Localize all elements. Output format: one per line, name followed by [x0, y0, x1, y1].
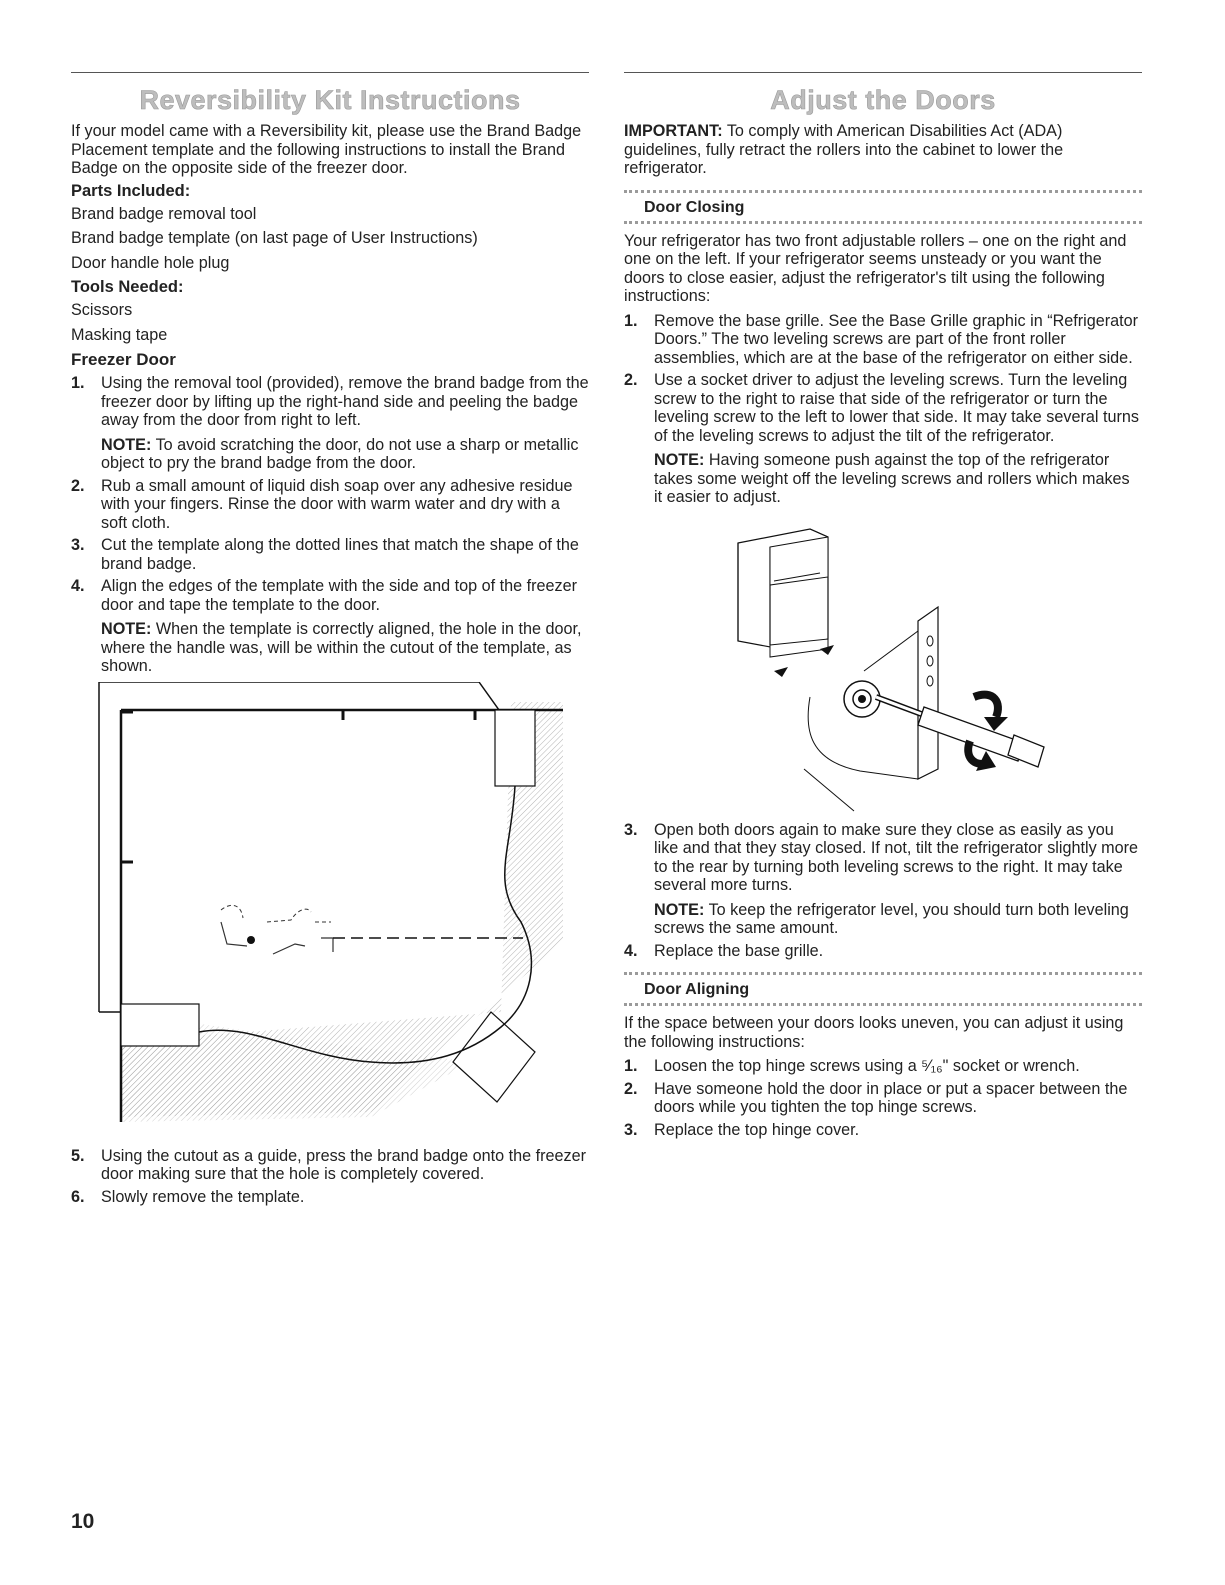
part-item: Brand badge removal tool — [71, 204, 257, 223]
roller-adjustment-illustration — [624, 521, 1142, 821]
step-item — [71, 374, 589, 473]
door-closing-heading: Door Closing — [624, 190, 1142, 224]
freezer-steps — [71, 374, 589, 676]
closing-steps-after — [624, 821, 1142, 961]
step-number: 1. — [71, 374, 85, 392]
step-text: Remove the base grille. See the Base Grille graphic in “Refrigerator Doors.” The two leveling screws are part of the front roller assemblies, which are at the base of the refrigerator on either side. — [654, 311, 1139, 367]
section-title: Reversibility Kit Instructions — [139, 85, 521, 115]
right-column — [624, 72, 1142, 1143]
step-text: Align the edges of the template with the side and top of the freezer door and tape the template to the door. — [101, 577, 578, 614]
important-paragraph — [624, 122, 1142, 178]
aligning-steps — [624, 1057, 1142, 1139]
step-note — [654, 901, 1142, 938]
note-text: When the template is correctly aligned, the hole in the door, where the handle was, will be within the cutout of the template, as shown. — [101, 620, 582, 675]
freezer-heading: Freezer Door — [71, 350, 176, 369]
step-item — [71, 577, 589, 676]
step-number: 2. — [624, 1079, 638, 1098]
page-number: 10 — [71, 1510, 95, 1533]
note-label: NOTE: — [101, 620, 152, 638]
step-note — [654, 451, 1142, 507]
step-note — [101, 620, 589, 676]
step-item — [71, 536, 589, 573]
step-text: Use a socket driver to adjust the leveling screws. Turn the leveling screw to the right to raise that side of the refrigerator or turn the leveling screw to the left to lower that side. It may take several turns of the leveling screws to adjust the tilt of the refrigerator. — [654, 371, 1139, 445]
note-label: NOTE: — [654, 451, 705, 469]
aligning-intro: If the space between your doors looks uneven, you can adjust it using the following instructions: — [624, 1014, 1124, 1051]
step-item — [624, 1121, 1142, 1140]
template-illustration — [71, 682, 589, 1147]
important-text: To comply with American Disabilities Act (ADA) guidelines, fully retract the rollers into the cabinet to lower the refrigerator. — [624, 122, 1064, 177]
closing-intro: Your refrigerator has two front adjustable rollers – one on the right and one on the left. If your refrigerator seems unsteady or you want the doors to close easier, adjust the refrigerator's tilt using the following instructions: — [624, 231, 1127, 305]
template-drawing — [71, 682, 589, 1147]
step-item — [624, 821, 1142, 938]
step-item — [624, 371, 1142, 507]
step-text: Using the removal tool (provided), remove the brand badge from the freezer door by lifting up the right-hand side and peeling the badge away from the door from right to left. — [101, 374, 589, 429]
step-text: Have someone hold the door in place or put a spacer between the doors while you tighten the top hinge screws. — [654, 1079, 1128, 1116]
section-title: Adjust the Doors — [770, 85, 996, 115]
step-number: 2. — [71, 476, 85, 495]
parts-heading: Parts Included: — [71, 181, 191, 200]
step-number: 6. — [71, 1187, 85, 1206]
important-label: IMPORTANT: — [624, 122, 723, 140]
step-text: Using the cutout as a guide, press the brand badge onto the freezer door making sure that the hole is completely covered. — [101, 1146, 587, 1183]
freezer-steps-after — [71, 1147, 589, 1207]
step-text: Open both doors again to make sure they close as easily as you like and that they stay closed. If not, tilt the refrigerator slightly more to the rear by turning both leveling screws to the right. It may take several more turns. — [654, 820, 1139, 894]
step-number: 3. — [71, 536, 85, 554]
step-text: Cut the template along the dotted lines that match the shape of the brand badge. — [101, 536, 579, 573]
step-note — [101, 436, 589, 473]
step-number: 2. — [624, 371, 638, 389]
top-rule — [624, 72, 1142, 73]
step-item — [71, 1147, 589, 1184]
part-item: Door handle hole plug — [71, 253, 230, 272]
tool-item: Masking tape — [71, 325, 168, 344]
step-number: 5. — [71, 1146, 85, 1165]
left-column — [71, 72, 589, 1210]
step-number: 1. — [624, 1057, 638, 1075]
intro-paragraph: If your model came with a Reversibility kit, please use the Brand Badge Placement template and the following instructions to install the Brand Badge on the opposite side of the freezer door. — [71, 122, 582, 177]
step-text: Loosen the top hinge screws using a ⁵⁄₁₆" socket or wrench. — [654, 1057, 1080, 1075]
note-label: NOTE: — [654, 900, 705, 919]
roller-drawing — [624, 521, 1142, 821]
step-text: Replace the base grille. — [654, 941, 824, 960]
step-item — [71, 477, 589, 533]
closing-steps — [624, 312, 1142, 507]
note-label: NOTE: — [101, 435, 152, 454]
tool-item: Scissors — [71, 301, 133, 319]
top-rule — [71, 72, 589, 73]
part-item: Brand badge template (on last page of User Instructions) — [71, 229, 478, 247]
step-item — [624, 1080, 1142, 1117]
note-text: Having someone push against the top of the refrigerator takes some weight off the leveling screws and rollers which makes it easier to adjust. — [654, 451, 1130, 506]
note-text: To avoid scratching the door, do not use a sharp or metallic object to pry the brand badge from the door. — [101, 435, 579, 472]
step-text: Rub a small amount of liquid dish soap over any adhesive residue with your fingers. Rinse the door with warm water and dry with a soft cloth. — [101, 476, 573, 532]
step-item — [624, 942, 1142, 961]
step-number: 1. — [624, 311, 638, 330]
tools-heading: Tools Needed: — [71, 278, 184, 296]
step-item — [624, 1057, 1142, 1076]
step-number: 4. — [71, 577, 85, 595]
step-text: Slowly remove the template. — [101, 1187, 305, 1206]
step-item — [71, 1188, 589, 1207]
note-text: To keep the refrigerator level, you should turn both leveling screws the same amount. — [654, 900, 1129, 937]
step-number: 3. — [624, 1120, 638, 1139]
door-aligning-heading: Door Aligning — [624, 972, 1142, 1006]
step-item — [624, 312, 1142, 368]
step-number: 4. — [624, 941, 638, 960]
step-text: Replace the top hinge cover. — [654, 1120, 860, 1139]
step-number: 3. — [624, 820, 638, 839]
